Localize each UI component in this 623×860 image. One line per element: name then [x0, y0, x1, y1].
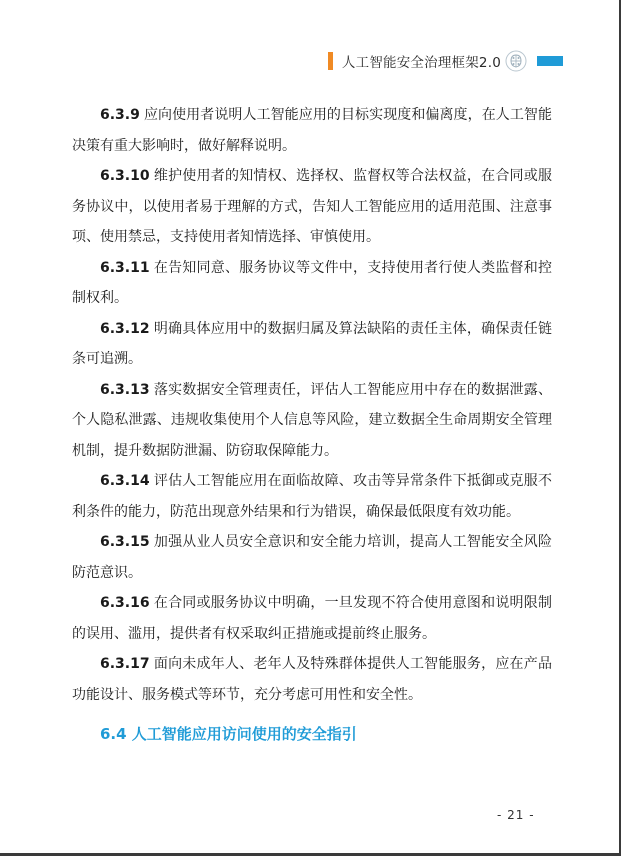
clause-text: 加强从业人员安全意识和安全能力培训，提高人工智能安全风险防范意识。	[72, 534, 552, 581]
header-blue-block	[537, 56, 563, 66]
paragraph-6-3-16	[72, 588, 552, 649]
clause-text: 应向使用者说明人工智能应用的目标实现度和偏离度，在人工智能决策有重大影响时，做好解释说明。	[72, 107, 552, 154]
paragraph-6-3-12	[72, 314, 552, 375]
paragraph-6-3-10	[72, 161, 552, 253]
header-accent-bar	[328, 52, 333, 70]
clause-text: 落实数据安全管理责任，评估人工智能应用中存在的数据泄露、个人隐私泄露、违规收集使用个人信息等风险，建立数据全生命周期安全管理机制，提升数据防泄漏、防窃取保障能力。	[72, 381, 552, 459]
header-title: 人工智能安全治理框架2.0	[341, 55, 501, 71]
clause-text: 面向未成年人、老年人及特殊群体提供人工智能服务，应在产品功能设计、服务模式等环节，充分考虑可用性和安全性。	[72, 656, 552, 703]
clause-number: 6.3.17	[100, 656, 150, 672]
clause-number: 6.3.15	[100, 534, 150, 550]
main-content	[72, 100, 552, 710]
section-heading: 6.4 人工智能应用访问使用的安全指引	[100, 725, 357, 743]
paragraph-6-3-13	[72, 375, 552, 467]
brain-circuit-icon	[503, 48, 529, 74]
paragraph-6-3-15	[72, 527, 552, 588]
clause-text: 在告知同意、服务协议等文件中，支持使用者行使人类监督和控制权利。	[72, 259, 552, 306]
paragraph-6-3-11	[72, 253, 552, 314]
clause-text: 在合同或服务协议中明确，一旦发现不符合使用意图和说明限制的误用、滥用，提供者有权采取纠正措施或提前终止服务。	[72, 595, 552, 642]
clause-text: 明确具体应用中的数据归属及算法缺陷的责任主体，确保责任链条可追溯。	[72, 320, 552, 367]
clause-number: 6.3.9	[100, 107, 140, 123]
clause-number: 6.3.16	[100, 595, 150, 611]
clause-number: 6.3.10	[100, 168, 150, 184]
page-header	[328, 50, 563, 72]
page-number: - 21 -	[497, 808, 535, 822]
paragraph-6-3-14	[72, 466, 552, 527]
clause-text: 评估人工智能应用在面临故障、攻击等异常条件下抵御或克服不利条件的能力，防范出现意外结果和行为错误，确保最低限度有效功能。	[72, 473, 552, 520]
clause-text: 维护使用者的知情权、选择权、监督权等合法权益，在合同或服务协议中，以使用者易于理解的方式，告知人工智能应用的适用范围、注意事项、使用禁忌，支持使用者知情选择、审慎使用。	[72, 168, 552, 245]
paragraph-6-3-17	[72, 649, 552, 710]
clause-number: 6.3.12	[100, 320, 150, 337]
clause-number: 6.3.14	[100, 473, 150, 489]
clause-number: 6.3.13	[100, 381, 150, 398]
paragraph-6-3-9	[72, 100, 552, 161]
clause-number: 6.3.11	[100, 259, 150, 276]
